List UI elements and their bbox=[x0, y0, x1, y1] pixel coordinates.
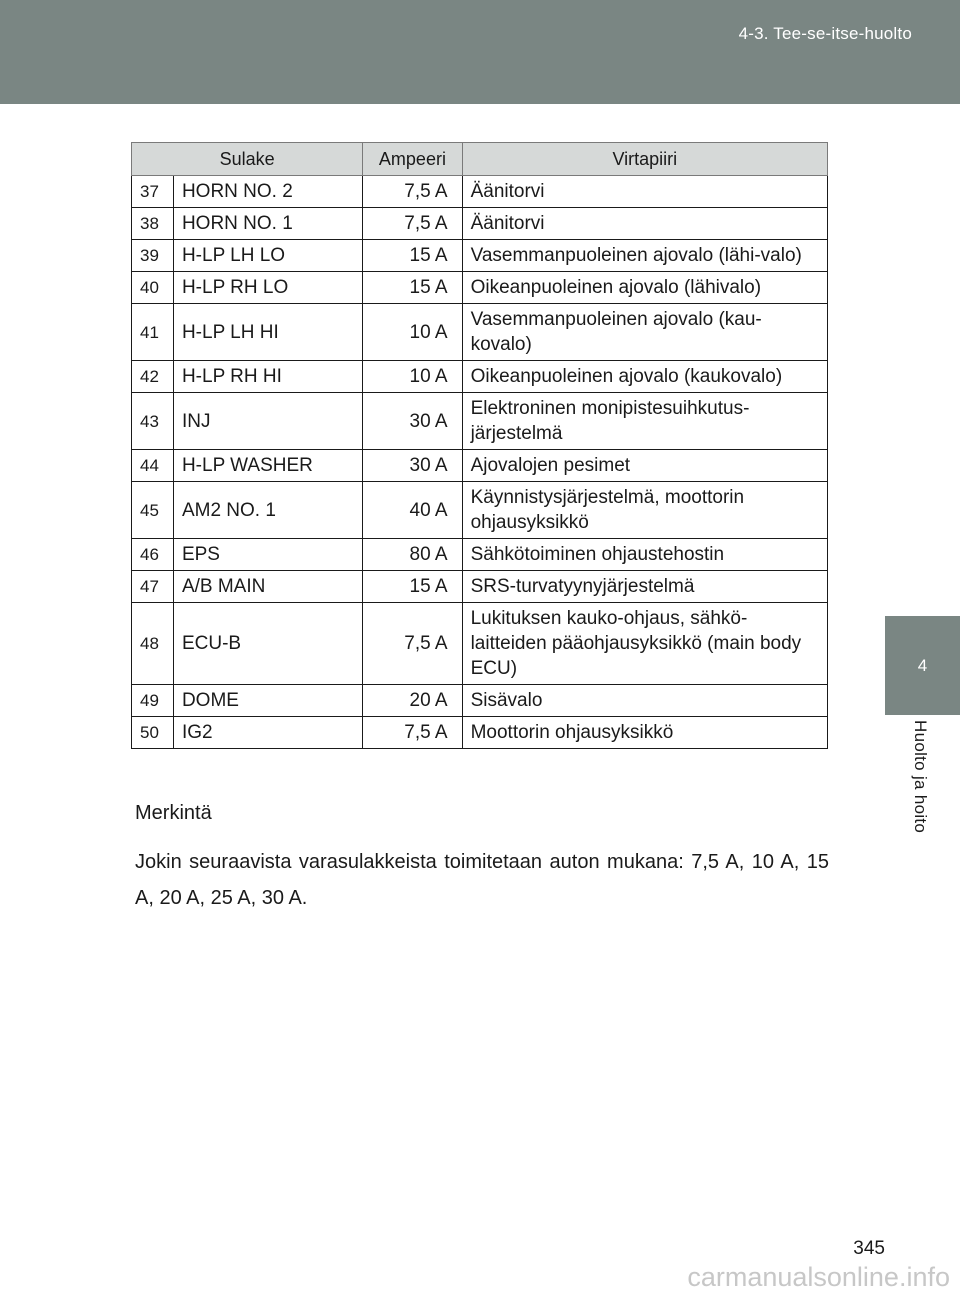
ampere-cell: 15 A bbox=[363, 571, 462, 603]
ampere-cell: 7,5 A bbox=[363, 176, 462, 208]
fuse-name-cell: INJ bbox=[173, 393, 362, 450]
fuse-number-cell: 43 bbox=[132, 393, 174, 450]
ampere-cell: 10 A bbox=[363, 304, 462, 361]
fuse-name-cell: IG2 bbox=[173, 717, 362, 749]
header-ampere: Ampeeri bbox=[363, 143, 462, 176]
table-row bbox=[132, 450, 828, 482]
table-row bbox=[132, 272, 828, 304]
fuse-number-cell: 49 bbox=[132, 685, 174, 717]
circuit-cell: Ajovalojen pesimet bbox=[462, 450, 827, 482]
table-header-row bbox=[132, 143, 828, 176]
fuse-name-cell: H-LP RH HI bbox=[173, 361, 362, 393]
fuse-name-cell: ECU-B bbox=[173, 603, 362, 685]
circuit-cell: Käynnistysjärjestelmä, moottorin ohjausyksikkö bbox=[462, 482, 827, 539]
table-row bbox=[132, 240, 828, 272]
ampere-cell: 20 A bbox=[363, 685, 462, 717]
fuse-name-cell: AM2 NO. 1 bbox=[173, 482, 362, 539]
section-title: 4-3. Tee-se-itse-huolto bbox=[738, 24, 912, 43]
fuse-number-cell: 47 bbox=[132, 571, 174, 603]
fuse-number-cell: 44 bbox=[132, 450, 174, 482]
circuit-cell: Vasemmanpuoleinen ajovalo (kau-kovalo) bbox=[462, 304, 827, 361]
table-row bbox=[132, 685, 828, 717]
table-row bbox=[132, 208, 828, 240]
header-fuse: Sulake bbox=[132, 143, 363, 176]
fuse-name-cell: HORN NO. 2 bbox=[173, 176, 362, 208]
note-body: Jokin seuraavista varasulakkeista toimitetaan auton mukana: 7,5 A, 10 A, 15 A, 20 A, 25 A, 30 A. bbox=[135, 851, 829, 909]
circuit-cell: Elektroninen monipistesuihkutus-järjestelmä bbox=[462, 393, 827, 450]
fuse-number-cell: 38 bbox=[132, 208, 174, 240]
fuse-name-cell: EPS bbox=[173, 539, 362, 571]
circuit-cell: Lukituksen kauko-ohjaus, sähkö-laitteiden pääohjausyksikkö (main body ECU) bbox=[462, 603, 827, 685]
table-row bbox=[132, 482, 828, 539]
circuit-cell: Sähkötoiminen ohjaustehostin bbox=[462, 539, 827, 571]
fuse-number-cell: 50 bbox=[132, 717, 174, 749]
ampere-cell: 30 A bbox=[363, 450, 462, 482]
fuse-name-cell: H-LP WASHER bbox=[173, 450, 362, 482]
circuit-cell: SRS-turvatyynyjärjestelmä bbox=[462, 571, 827, 603]
ampere-cell: 40 A bbox=[363, 482, 462, 539]
chapter-label: Huolto ja hoito bbox=[911, 720, 930, 834]
ampere-cell: 30 A bbox=[363, 393, 462, 450]
chapter-tab[interactable] bbox=[885, 616, 960, 715]
chapter-number: 4 bbox=[917, 656, 928, 675]
circuit-cell: Sisävalo bbox=[462, 685, 827, 717]
page-number: 345 bbox=[853, 1238, 885, 1259]
table-row bbox=[132, 304, 828, 361]
header-circuit: Virtapiiri bbox=[462, 143, 827, 176]
fuse-table bbox=[131, 142, 828, 749]
circuit-cell: Oikeanpuoleinen ajovalo (lähivalo) bbox=[462, 272, 827, 304]
fuse-number-cell: 42 bbox=[132, 361, 174, 393]
ampere-cell: 7,5 A bbox=[363, 603, 462, 685]
header-band bbox=[0, 0, 960, 104]
fuse-name-cell: A/B MAIN bbox=[173, 571, 362, 603]
fuse-number-cell: 45 bbox=[132, 482, 174, 539]
circuit-cell: Oikeanpuoleinen ajovalo (kaukovalo) bbox=[462, 361, 827, 393]
fuse-number-cell: 40 bbox=[132, 272, 174, 304]
circuit-cell: Moottorin ohjausyksikkö bbox=[462, 717, 827, 749]
table-row bbox=[132, 603, 828, 685]
table-row bbox=[132, 176, 828, 208]
table-row bbox=[132, 393, 828, 450]
table-row bbox=[132, 539, 828, 571]
fuse-number-cell: 39 bbox=[132, 240, 174, 272]
circuit-cell: Vasemmanpuoleinen ajovalo (lähi-valo) bbox=[462, 240, 827, 272]
table-body bbox=[132, 176, 828, 749]
fuse-name-cell: DOME bbox=[173, 685, 362, 717]
note-title: Merkintä bbox=[135, 802, 212, 824]
table-row bbox=[132, 717, 828, 749]
watermark-logo: carmanualsonline.info bbox=[687, 1262, 950, 1292]
fuse-number-cell: 48 bbox=[132, 603, 174, 685]
circuit-cell: Äänitorvi bbox=[462, 176, 827, 208]
fuse-name-cell: H-LP LH HI bbox=[173, 304, 362, 361]
ampere-cell: 80 A bbox=[363, 539, 462, 571]
table-row bbox=[132, 361, 828, 393]
fuse-number-cell: 46 bbox=[132, 539, 174, 571]
fuse-number-cell: 41 bbox=[132, 304, 174, 361]
ampere-cell: 7,5 A bbox=[363, 717, 462, 749]
ampere-cell: 7,5 A bbox=[363, 208, 462, 240]
fuse-name-cell: H-LP LH LO bbox=[173, 240, 362, 272]
fuse-name-cell: H-LP RH LO bbox=[173, 272, 362, 304]
fuse-number-cell: 37 bbox=[132, 176, 174, 208]
fuse-name-cell: HORN NO. 1 bbox=[173, 208, 362, 240]
ampere-cell: 15 A bbox=[363, 240, 462, 272]
circuit-cell: Äänitorvi bbox=[462, 208, 827, 240]
ampere-cell: 15 A bbox=[363, 272, 462, 304]
table-row bbox=[132, 571, 828, 603]
ampere-cell: 10 A bbox=[363, 361, 462, 393]
